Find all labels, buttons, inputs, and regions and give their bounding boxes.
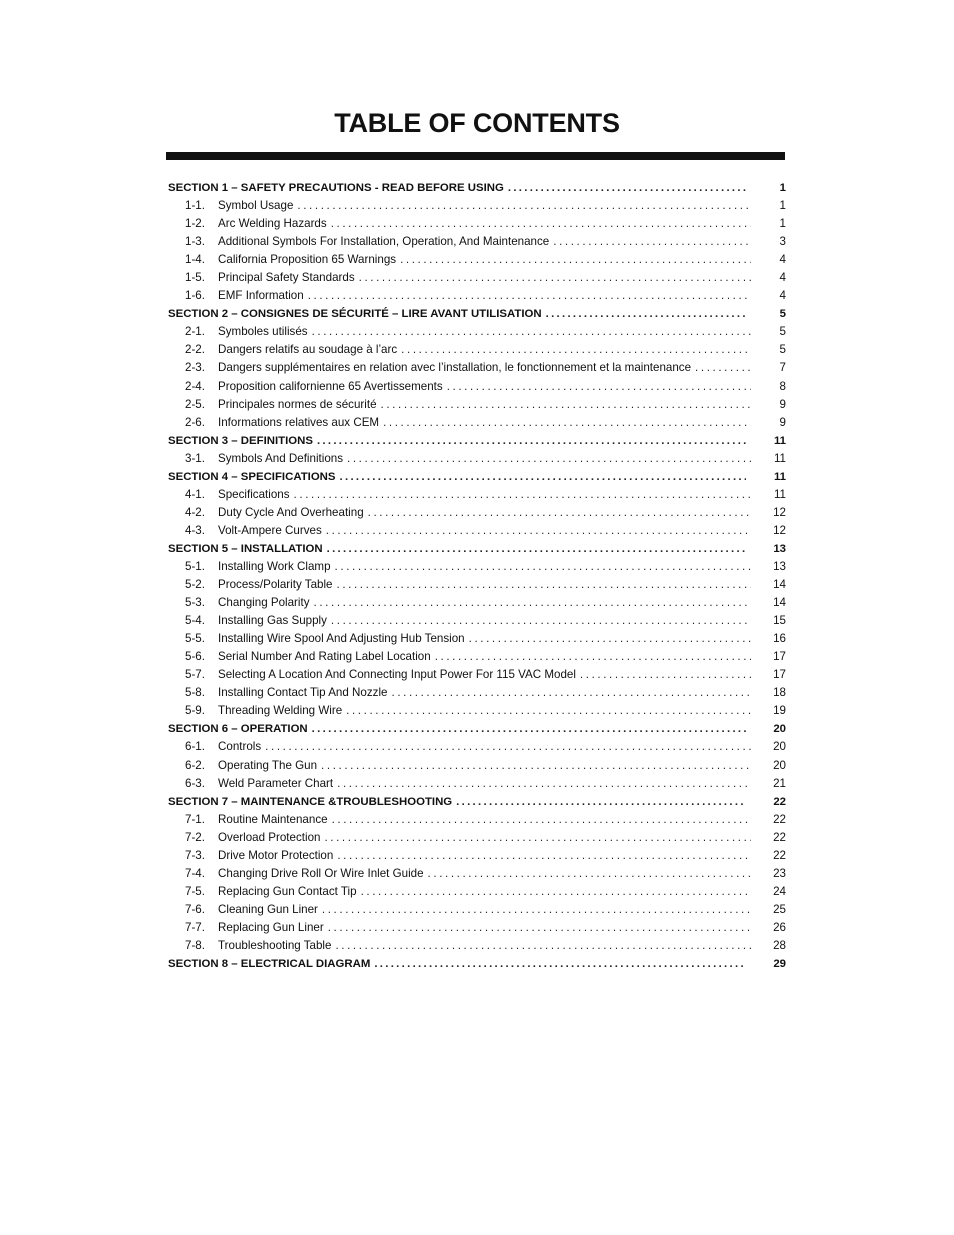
toc-section-entry <box>166 720 786 738</box>
dot-leader <box>435 648 751 666</box>
dot-leader <box>328 919 751 937</box>
toc-entry-title: Weld Parameter Chart <box>218 775 337 793</box>
toc-entry-number: 3-1. <box>185 451 205 465</box>
toc-entry-title: Serial Number And Rating Label Location <box>218 648 435 666</box>
toc-subsection-entry <box>166 702 786 720</box>
dot-leader <box>346 702 751 720</box>
toc-entry-number: 2-4. <box>185 379 205 393</box>
dot-leader <box>332 811 751 829</box>
toc-entry-number: 1-3. <box>185 235 205 249</box>
toc-page-number: 17 <box>773 668 786 682</box>
toc-entry-number: 2-6. <box>185 415 205 429</box>
toc-entry-title: EMF Information <box>218 287 308 305</box>
toc-subsection-entry <box>166 341 786 359</box>
toc-entry-title: Installing Contact Tip And Nozzle <box>218 684 392 702</box>
dot-leader <box>469 630 751 648</box>
toc-entry-title: Symbols And Definitions <box>218 450 347 468</box>
toc-page-number: 19 <box>773 704 786 718</box>
title-rule <box>166 152 785 160</box>
toc-entry-number: 1-5. <box>185 271 205 285</box>
dot-leader <box>317 432 746 450</box>
toc-page-number: 7 <box>779 361 786 375</box>
toc-entry-number: 5-1. <box>185 559 205 573</box>
toc-entry-title: Duty Cycle And Overheating <box>218 504 368 522</box>
dot-leader <box>340 468 746 486</box>
toc-section-entry <box>166 432 786 450</box>
toc-page-number: 20 <box>773 758 786 772</box>
dot-leader <box>695 359 751 377</box>
toc-subsection-entry <box>166 594 786 612</box>
toc-entry-title: Replacing Gun Liner <box>218 919 328 937</box>
toc-page-number: 11 <box>773 434 786 447</box>
toc-subsection-entry <box>166 251 786 269</box>
toc-entry-title-with-leader <box>168 793 746 811</box>
dot-leader <box>331 612 751 630</box>
toc-entry-number: 4-2. <box>185 505 205 519</box>
dot-leader <box>314 594 751 612</box>
toc-page-number: 28 <box>773 938 786 952</box>
toc-page-number: 9 <box>779 415 786 429</box>
toc-entry-title-with-leader <box>218 829 751 847</box>
toc-page-number: 14 <box>773 596 786 610</box>
toc-entry-title: Process/Polarity Table <box>218 576 337 594</box>
toc-entry-number: 5-2. <box>185 578 205 592</box>
toc-entry-title: Symbol Usage <box>218 197 297 215</box>
toc-entry-number: 5-7. <box>185 668 205 682</box>
dot-leader <box>324 829 751 847</box>
toc-page-number: 18 <box>773 686 786 700</box>
dot-leader <box>337 576 752 594</box>
toc-entry-title: Proposition californienne 65 Avertissements <box>218 378 447 396</box>
toc-entry-title-with-leader <box>218 486 751 504</box>
toc-section-entry <box>166 540 786 558</box>
toc-entry-title-with-leader <box>218 504 751 522</box>
toc-page-number: 25 <box>773 902 786 916</box>
toc-entry-title: Symboles utilisés <box>218 323 312 341</box>
dot-leader <box>265 738 751 756</box>
toc-entry-title-with-leader <box>218 287 751 305</box>
toc-entry-title: Drive Motor Protection <box>218 847 337 865</box>
dot-leader <box>347 450 751 468</box>
toc-page-number: 12 <box>773 523 786 537</box>
toc-section-entry <box>166 955 786 973</box>
toc-entry-title: SECTION 1 – SAFETY PRECAUTIONS - READ BEFORE USING <box>168 179 508 197</box>
toc-subsection-entry <box>166 612 786 630</box>
dot-leader <box>335 558 751 576</box>
toc-page-number: 20 <box>773 740 786 754</box>
toc-page-number: 14 <box>773 578 786 592</box>
dot-leader <box>400 251 751 269</box>
toc-subsection-entry <box>166 287 786 305</box>
toc-entry-number: 7-4. <box>185 866 205 880</box>
toc-entry-title-with-leader <box>218 901 751 919</box>
toc-entry-number: 7-8. <box>185 938 205 952</box>
dot-leader <box>383 414 751 432</box>
dot-leader <box>368 504 751 522</box>
toc-entry-title: Dangers relatifs au soudage à l’arc <box>218 341 401 359</box>
toc-entry-number: 5-6. <box>185 650 205 664</box>
toc-entry-title-with-leader <box>218 522 751 540</box>
toc-page-number: 4 <box>779 271 786 285</box>
toc-page-number: 13 <box>773 559 786 573</box>
toc-entry-title-with-leader <box>218 269 751 287</box>
toc-entry-title-with-leader <box>218 251 751 269</box>
toc-subsection-entry <box>166 757 786 775</box>
toc-entry-title: Changing Polarity <box>218 594 314 612</box>
toc-page-number: 4 <box>779 253 786 267</box>
toc-page-number: 15 <box>773 614 786 628</box>
toc-entry-number: 1-2. <box>185 217 205 231</box>
toc-entry-title-with-leader <box>218 233 751 251</box>
toc-subsection-entry <box>166 865 786 883</box>
toc-page-number: 5 <box>779 343 786 357</box>
toc-entry-title-with-leader <box>168 540 746 558</box>
toc-entry-number: 1-4. <box>185 253 205 267</box>
toc-entry-title-with-leader <box>218 865 751 883</box>
toc-entry-number: 6-3. <box>185 776 205 790</box>
toc-entry-title: SECTION 5 – INSTALLATION <box>168 540 327 558</box>
toc-subsection-entry <box>166 738 786 756</box>
toc-entry-title: Replacing Gun Contact Tip <box>218 883 361 901</box>
toc-entry-title: Threading Welding Wire <box>218 702 346 720</box>
dot-leader <box>331 215 751 233</box>
dot-leader <box>294 486 751 504</box>
dot-leader <box>297 197 751 215</box>
toc-entry-title-with-leader <box>218 666 751 684</box>
dot-leader <box>546 305 746 323</box>
toc-subsection-entry <box>166 215 786 233</box>
toc-entry-title: Specifications <box>218 486 294 504</box>
toc-subsection-entry <box>166 197 786 215</box>
table-of-contents <box>166 179 786 973</box>
toc-entry-number: 7-6. <box>185 902 205 916</box>
toc-entry-number: 1-1. <box>185 199 205 213</box>
toc-page-number: 13 <box>773 542 786 555</box>
toc-entry-title-with-leader <box>218 612 751 630</box>
toc-entry-number: 5-8. <box>185 686 205 700</box>
toc-entry-title: Installing Work Clamp <box>218 558 335 576</box>
toc-page-number: 22 <box>773 795 786 808</box>
dot-leader <box>401 341 751 359</box>
toc-subsection-entry <box>166 522 786 540</box>
toc-entry-title: Installing Gas Supply <box>218 612 331 630</box>
toc-subsection-entry <box>166 450 786 468</box>
toc-section-entry <box>166 305 786 323</box>
toc-entry-title: Additional Symbols For Installation, Operation, And Maintenance <box>218 233 553 251</box>
toc-entry-number: 2-2. <box>185 343 205 357</box>
dot-leader <box>322 901 751 919</box>
toc-subsection-entry <box>166 630 786 648</box>
dot-leader <box>337 775 751 793</box>
toc-section-entry <box>166 468 786 486</box>
dot-leader <box>447 378 751 396</box>
toc-entry-title-with-leader <box>218 594 751 612</box>
toc-entry-title-with-leader <box>218 359 751 377</box>
toc-page-number: 22 <box>773 812 786 826</box>
toc-entry-title-with-leader <box>168 179 746 197</box>
toc-page-number: 16 <box>773 632 786 646</box>
toc-entry-number: 5-4. <box>185 614 205 628</box>
toc-entry-number: 5-5. <box>185 632 205 646</box>
toc-entry-title-with-leader <box>218 775 751 793</box>
toc-subsection-entry <box>166 847 786 865</box>
toc-entry-title: Changing Drive Roll Or Wire Inlet Guide <box>218 865 428 883</box>
toc-entry-title: SECTION 7 – MAINTENANCE &TROUBLESHOOTING <box>168 793 456 811</box>
dot-leader <box>308 287 751 305</box>
dot-leader <box>361 883 751 901</box>
toc-entry-title-with-leader <box>218 215 751 233</box>
toc-entry-title: Volt-Ampere Curves <box>218 522 326 540</box>
dot-leader <box>326 522 751 540</box>
toc-page-number: 11 <box>773 487 786 501</box>
dot-leader <box>359 269 751 287</box>
toc-entry-title: Operating The Gun <box>218 757 321 775</box>
dot-leader <box>580 666 751 684</box>
toc-entry-title: Troubleshooting Table <box>218 937 335 955</box>
toc-page-number: 9 <box>779 397 786 411</box>
toc-entry-title: Cleaning Gun Liner <box>218 901 322 919</box>
toc-entry-title: Selecting A Location And Connecting Input Power For 115 VAC Model <box>218 666 580 684</box>
toc-entry-title-with-leader <box>168 720 746 738</box>
toc-subsection-entry <box>166 378 786 396</box>
toc-entry-title-with-leader <box>218 757 751 775</box>
toc-entry-title-with-leader <box>218 847 751 865</box>
toc-page-number: 20 <box>773 723 786 736</box>
toc-entry-title-with-leader <box>218 558 751 576</box>
toc-page-number: 26 <box>773 920 786 934</box>
toc-page-number: 11 <box>773 470 786 483</box>
toc-subsection-entry <box>166 486 786 504</box>
toc-page-number: 8 <box>779 379 786 393</box>
toc-entry-number: 7-3. <box>185 848 205 862</box>
dot-leader <box>337 847 751 865</box>
dot-leader <box>508 179 746 197</box>
toc-entry-title-with-leader <box>218 197 751 215</box>
toc-page-number: 12 <box>773 505 786 519</box>
toc-entry-title-with-leader <box>168 305 746 323</box>
toc-entry-number: 6-2. <box>185 758 205 772</box>
toc-page-number: 29 <box>773 958 786 971</box>
toc-entry-number: 7-5. <box>185 884 205 898</box>
toc-entry-title-with-leader <box>218 811 751 829</box>
dot-leader <box>327 540 746 558</box>
toc-entry-number: 1-6. <box>185 289 205 303</box>
toc-subsection-entry <box>166 937 786 955</box>
toc-subsection-entry <box>166 684 786 702</box>
toc-entry-title: Overload Protection <box>218 829 324 847</box>
toc-entry-title-with-leader <box>218 738 751 756</box>
toc-entry-title: Principal Safety Standards <box>218 269 359 287</box>
toc-entry-title: Controls <box>218 738 265 756</box>
toc-entry-number: 4-1. <box>185 487 205 501</box>
page-title: TABLE OF CONTENTS <box>334 108 620 138</box>
toc-entry-title-with-leader <box>218 396 751 414</box>
toc-entry-title-with-leader <box>218 341 751 359</box>
toc-subsection-entry <box>166 648 786 666</box>
toc-entry-title-with-leader <box>218 684 751 702</box>
dot-leader <box>381 396 751 414</box>
toc-subsection-entry <box>166 396 786 414</box>
dot-leader <box>456 793 746 811</box>
toc-entry-title-with-leader <box>218 414 751 432</box>
toc-subsection-entry <box>166 883 786 901</box>
toc-entry-number: 2-5. <box>185 397 205 411</box>
toc-subsection-entry <box>166 829 786 847</box>
toc-page-number: 11 <box>773 451 786 465</box>
toc-entry-title: Routine Maintenance <box>218 811 332 829</box>
toc-entry-number: 5-3. <box>185 596 205 610</box>
toc-section-entry <box>166 179 786 197</box>
toc-page-number: 23 <box>773 866 786 880</box>
toc-page-number: 1 <box>779 217 786 231</box>
toc-entry-number: 7-2. <box>185 830 205 844</box>
toc-entry-number: 5-9. <box>185 704 205 718</box>
toc-page-number: 1 <box>779 182 786 194</box>
toc-page-number: 5 <box>779 325 786 339</box>
toc-subsection-entry <box>166 414 786 432</box>
toc-entry-number: 7-1. <box>185 812 205 826</box>
toc-entry-title: SECTION 2 – CONSIGNES DE SÉCURITÉ – LIRE AVANT UTILISATION <box>168 305 546 323</box>
toc-entry-title-with-leader <box>218 702 751 720</box>
toc-entry-title-with-leader <box>218 323 751 341</box>
toc-entry-title: California Proposition 65 Warnings <box>218 251 400 269</box>
toc-page-number: 4 <box>779 289 786 303</box>
toc-subsection-entry <box>166 233 786 251</box>
toc-entry-title: SECTION 8 – ELECTRICAL DIAGRAM <box>168 955 374 973</box>
toc-entry-title: SECTION 4 – SPECIFICATIONS <box>168 468 340 486</box>
toc-entry-title-with-leader <box>218 883 751 901</box>
dot-leader <box>553 233 751 251</box>
toc-entry-title-with-leader <box>218 648 751 666</box>
toc-subsection-entry <box>166 576 786 594</box>
toc-page-number: 1 <box>779 199 786 213</box>
toc-entry-title: Arc Welding Hazards <box>218 215 331 233</box>
toc-entry-number: 2-1. <box>185 325 205 339</box>
toc-entry-title-with-leader <box>218 937 751 955</box>
toc-subsection-entry <box>166 901 786 919</box>
toc-page-number: 22 <box>773 830 786 844</box>
toc-entry-number: 2-3. <box>185 361 205 375</box>
toc-entry-title: SECTION 3 – DEFINITIONS <box>168 432 317 450</box>
toc-entry-title: Installing Wire Spool And Adjusting Hub Tension <box>218 630 469 648</box>
toc-subsection-entry <box>166 359 786 377</box>
dot-leader <box>374 955 746 973</box>
toc-subsection-entry <box>166 775 786 793</box>
toc-page-number: 21 <box>773 776 786 790</box>
toc-entry-title: Principales normes de sécurité <box>218 396 381 414</box>
toc-subsection-entry <box>166 666 786 684</box>
toc-entry-title-with-leader <box>168 432 746 450</box>
dot-leader <box>312 720 746 738</box>
toc-subsection-entry <box>166 504 786 522</box>
toc-entry-title-with-leader <box>168 468 746 486</box>
toc-page-number: 24 <box>773 884 786 898</box>
toc-section-entry <box>166 793 786 811</box>
toc-subsection-entry <box>166 269 786 287</box>
toc-entry-number: 4-3. <box>185 523 205 537</box>
toc-entry-title: Informations relatives aux CEM <box>218 414 383 432</box>
toc-entry-title-with-leader <box>218 450 751 468</box>
toc-page-number: 5 <box>779 308 786 321</box>
toc-entry-title: SECTION 6 – OPERATION <box>168 720 312 738</box>
toc-page-number: 22 <box>773 848 786 862</box>
dot-leader <box>321 757 751 775</box>
dot-leader <box>428 865 751 883</box>
dot-leader <box>335 937 751 955</box>
dot-leader <box>312 323 751 341</box>
toc-entry-title-with-leader <box>218 576 751 594</box>
toc-subsection-entry <box>166 811 786 829</box>
toc-entry-number: 6-1. <box>185 740 205 754</box>
toc-entry-title-with-leader <box>218 919 751 937</box>
toc-entry-number: 7-7. <box>185 920 205 934</box>
toc-subsection-entry <box>166 558 786 576</box>
toc-entry-title: Dangers supplémentaires en relation avec l’installation, le fonctionnement et la maintenance <box>218 359 695 377</box>
toc-subsection-entry <box>166 323 786 341</box>
toc-entry-title-with-leader <box>168 955 746 973</box>
toc-page-number: 3 <box>779 235 786 249</box>
dot-leader <box>392 684 752 702</box>
toc-entry-title-with-leader <box>218 630 751 648</box>
toc-subsection-entry <box>166 919 786 937</box>
toc-page-number: 17 <box>773 650 786 664</box>
toc-entry-title-with-leader <box>218 378 751 396</box>
